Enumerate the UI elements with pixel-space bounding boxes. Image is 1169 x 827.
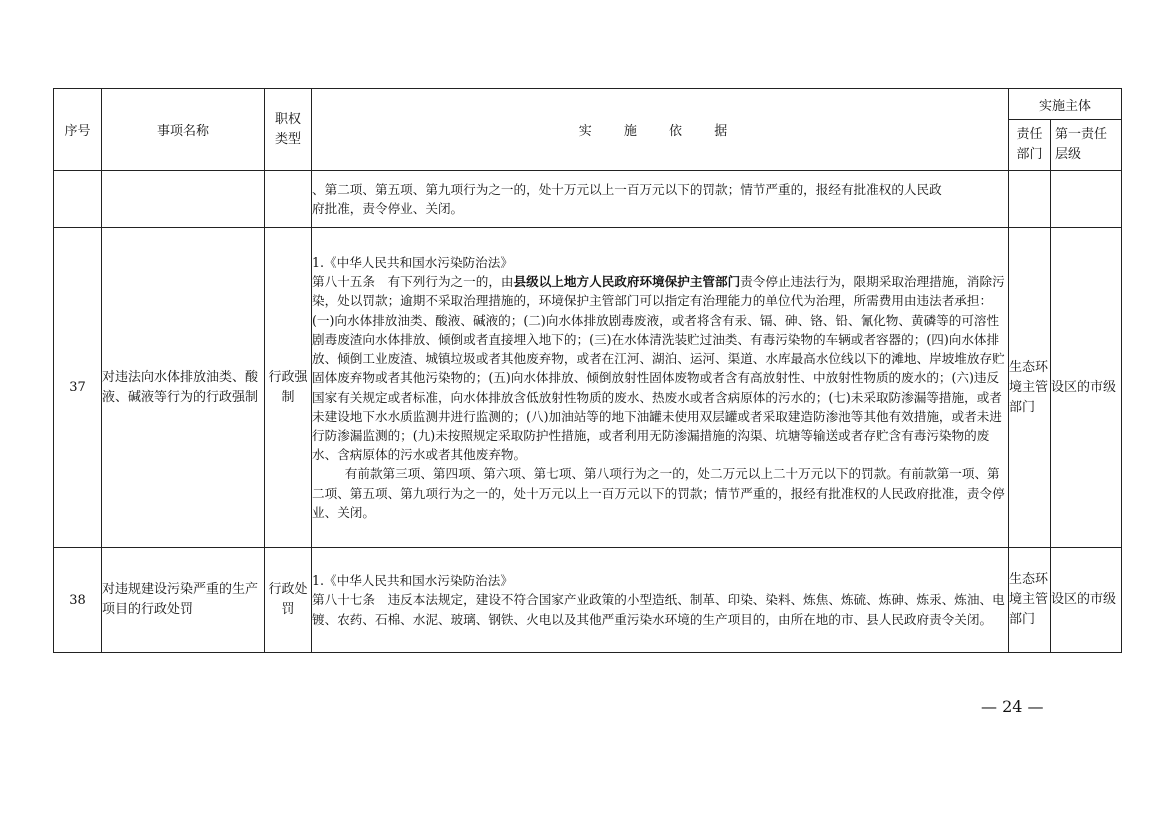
row38-basis xyxy=(312,548,1009,653)
header-item-name: 事项名称 xyxy=(102,89,265,171)
row37-law-title: 1.《中华人民共和国水污染防治法》 xyxy=(312,255,513,271)
continued-type xyxy=(265,171,312,228)
page-number: — 24 — xyxy=(981,697,1044,716)
header-subject: 实施主体 xyxy=(1009,89,1122,120)
row38-dept: 生态环境主管部门 xyxy=(1009,548,1051,653)
continued-seq xyxy=(54,171,102,228)
row37-article xyxy=(312,272,1008,464)
header-power-type: 职权 类型 xyxy=(265,89,312,171)
row37-basis xyxy=(312,228,1009,548)
header-row-top xyxy=(54,89,1122,120)
header-dept: 责任 部门 xyxy=(1009,120,1051,171)
header-basis xyxy=(312,89,1009,171)
header-level: 第一责任 层级 xyxy=(1051,120,1122,171)
continued-basis-line-1: 、第二项、第五项、第九项行为之一的，处十万元以上一百万元以下的罚款；情节严重的，报经有批准权的人民政 xyxy=(312,181,942,197)
row37-name: 对违法向水体排放油类、酸液、碱液等行为的行政强制 xyxy=(102,228,265,548)
row38-article: 第八十七条 违反本法规定，建设不符合国家产业政策的小型造纸、制革、印染、染料、炼焦、炼硫、炼砷、炼汞、炼油、电镀、农药、石棉、水泥、玻璃、钢铁、火电以及其他严重污染水环境的生产项目的，由所在地的市、县人民政府责令关闭。 xyxy=(312,592,1005,627)
row38-law-title: 1.《中华人民共和国水污染防治法》 xyxy=(312,573,513,589)
row38-level: 设区的市级 xyxy=(1051,548,1122,653)
header-basis-label: 实 施 依 据 xyxy=(578,124,742,139)
continued-basis xyxy=(312,171,1009,228)
row37-level: 设区的市级 xyxy=(1051,228,1122,548)
row38-name: 对违规建设污染严重的生产项目的行政处罚 xyxy=(102,548,265,653)
row37-type: 行政强制 xyxy=(265,228,312,548)
continued-row xyxy=(54,171,1122,228)
row38-type: 行政处罚 xyxy=(265,548,312,653)
row37-dept: 生态环境主管部门 xyxy=(1009,228,1051,548)
table-row-38 xyxy=(54,548,1122,653)
header-seq: 序号 xyxy=(54,89,102,171)
regulation-table xyxy=(53,88,1122,653)
continued-level xyxy=(1051,171,1122,228)
continued-dept xyxy=(1009,171,1051,228)
row37-penalty: 有前款第三项、第四项、第六项、第七项、第八项行为之一的，处二万元以上二十万元以下的罚款。有前款第一项、第二项、第五项、第九项行为之一的，处十万元以上一百万元以下的罚款；情节严重的，报经有批准权的人民政府批准，责令停业、关闭。 xyxy=(312,466,1005,520)
row37-article-bold: 县级以上地方人民政府环境保护主管部门 xyxy=(513,274,741,290)
row37-article-suffix: 责令停止违法行为，限期采取治理措施，消除污染，处以罚款；逾期不采取治理措施的，环境保护主管部门可以指定有治理能力的单位代为治理，所需费用由违法者承担：(一)向水体排放油类、酸液、碱液的；(二)向水体排放剧毒废液，或者将含有汞、镉、砷、铬、铅、氰化物、黄磷等的可溶性剧毒废渣向水体排放、倾倒或者直接埋入地下的；(三)在水体清洗装贮过油类、有毒污染物的车辆或者容器的；(四)向水体排放、倾倒工业废渣、城镇垃圾或者其他废弃物，或者在江河、湖泊、运河、渠道、水库最高水位线以下的滩地、岸坡堆放存贮固体废弃物或者其他污染物的；(五)向水体排放、倾倒放射性固体废物或者含有高放射性、中放射性物质的废水的；(六)违反国家有关规定或者标准，向水体排放含低放射性物质的废水、热废水或者含病原体的污水的；(七)未采取防渗漏等措施，或者未建设地下水水质监测井进行监测的；(八)加油站等的地下油罐未使用双层罐或者采取建造防渗池等其他有效措施，或者未进行防渗漏监测的；(九)未按照规定采取防护性措施，或者利用无防渗漏措施的沟渠、坑塘等输送或者存贮含有毒污染物的废水、含病原体的污水或者其他废弃物。 xyxy=(312,274,1005,463)
row37-article-prefix: 第八十五条 有下列行为之一的，由 xyxy=(312,274,514,290)
continued-name xyxy=(102,171,265,228)
continued-basis-line-2: 府批准，责令停业、关闭。 xyxy=(312,201,464,216)
row37-seq: 37 xyxy=(54,228,102,548)
table-row-37 xyxy=(54,228,1122,548)
row38-seq: 38 xyxy=(54,548,102,653)
